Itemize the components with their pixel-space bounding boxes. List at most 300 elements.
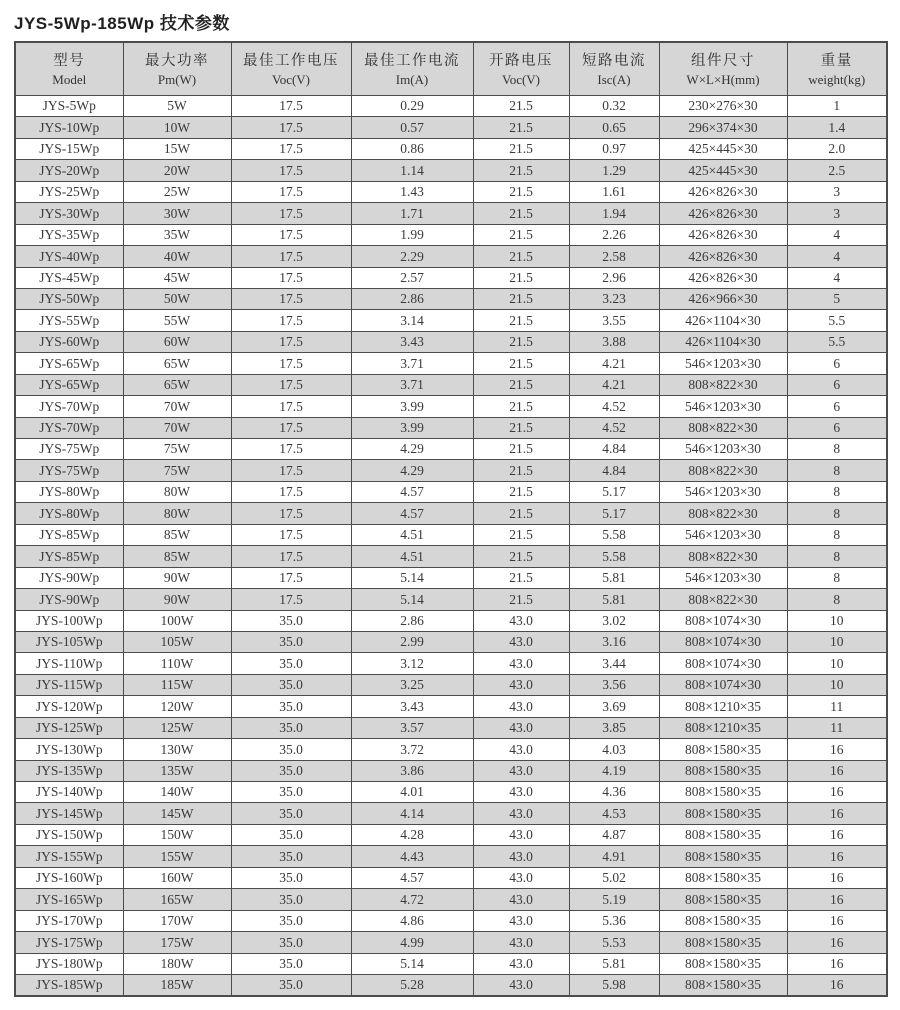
table-row (15, 246, 887, 267)
value-cell: 808×822×30 (659, 503, 787, 524)
value-cell: 808×1210×35 (659, 717, 787, 738)
value-cell: 4.36 (569, 782, 659, 803)
column-header-3 (351, 42, 473, 96)
table-row (15, 439, 887, 460)
value-cell: 5.81 (569, 567, 659, 588)
value-cell: 21.5 (473, 310, 569, 331)
value-cell: 426×1104×30 (659, 331, 787, 352)
value-cell: 17.5 (231, 203, 351, 224)
value-cell: 1.94 (569, 203, 659, 224)
value-cell: 21.5 (473, 160, 569, 181)
value-cell: 4.84 (569, 439, 659, 460)
value-cell: 10 (787, 610, 887, 631)
model-cell: JYS-160Wp (15, 867, 123, 888)
value-cell: 4.03 (569, 739, 659, 760)
value-cell: 1.4 (787, 117, 887, 138)
column-header-en: Model (52, 71, 87, 87)
model-cell: JYS-90Wp (15, 589, 123, 610)
value-cell: 808×822×30 (659, 417, 787, 438)
value-cell: 140W (123, 782, 231, 803)
value-cell: 3 (787, 203, 887, 224)
value-cell: 30W (123, 203, 231, 224)
value-cell: 5W (123, 96, 231, 117)
table-row (15, 824, 887, 845)
value-cell: 17.5 (231, 503, 351, 524)
value-cell: 4.52 (569, 396, 659, 417)
model-cell: JYS-80Wp (15, 503, 123, 524)
value-cell: 75W (123, 439, 231, 460)
value-cell: 35.0 (231, 824, 351, 845)
value-cell: 3.71 (351, 374, 473, 395)
value-cell: 546×1203×30 (659, 481, 787, 502)
value-cell: 808×1580×35 (659, 846, 787, 867)
value-cell: 43.0 (473, 739, 569, 760)
table-row (15, 460, 887, 481)
value-cell: 150W (123, 824, 231, 845)
model-cell: JYS-105Wp (15, 631, 123, 652)
model-cell: JYS-135Wp (15, 760, 123, 781)
model-cell: JYS-115Wp (15, 674, 123, 695)
value-cell: 6 (787, 374, 887, 395)
value-cell: 17.5 (231, 353, 351, 374)
model-cell: JYS-100Wp (15, 610, 123, 631)
value-cell: 35.0 (231, 846, 351, 867)
value-cell: 2.86 (351, 610, 473, 631)
value-cell: 17.5 (231, 460, 351, 481)
table-row (15, 160, 887, 181)
value-cell: 35.0 (231, 932, 351, 953)
value-cell: 4.21 (569, 374, 659, 395)
value-cell: 4.01 (351, 782, 473, 803)
value-cell: 426×826×30 (659, 246, 787, 267)
value-cell: 5.36 (569, 910, 659, 931)
table-row (15, 910, 887, 931)
value-cell: 0.57 (351, 117, 473, 138)
value-cell: 4.14 (351, 803, 473, 824)
value-cell: 4.53 (569, 803, 659, 824)
table-row (15, 803, 887, 824)
value-cell: 130W (123, 739, 231, 760)
model-cell: JYS-65Wp (15, 353, 123, 374)
model-cell: JYS-165Wp (15, 889, 123, 910)
value-cell: 2.99 (351, 631, 473, 652)
value-cell: 17.5 (231, 374, 351, 395)
value-cell: 135W (123, 760, 231, 781)
value-cell: 5.14 (351, 589, 473, 610)
value-cell: 808×1074×30 (659, 610, 787, 631)
value-cell: 16 (787, 782, 887, 803)
value-cell: 4.29 (351, 460, 473, 481)
value-cell: 21.5 (473, 481, 569, 502)
value-cell: 808×1074×30 (659, 674, 787, 695)
table-row (15, 974, 887, 996)
table-row (15, 653, 887, 674)
value-cell: 16 (787, 846, 887, 867)
model-cell: JYS-145Wp (15, 803, 123, 824)
value-cell: 1.99 (351, 224, 473, 245)
column-header-zh: 型号 (53, 52, 86, 69)
value-cell: 65W (123, 374, 231, 395)
value-cell: 1 (787, 96, 887, 117)
value-cell: 4.51 (351, 524, 473, 545)
column-header-en: Isc(A) (597, 71, 631, 87)
value-cell: 3.99 (351, 417, 473, 438)
value-cell: 90W (123, 589, 231, 610)
value-cell: 5.81 (569, 589, 659, 610)
model-cell: JYS-60Wp (15, 331, 123, 352)
table-row (15, 932, 887, 953)
table-row (15, 138, 887, 159)
column-header-zh: 最大功率 (145, 52, 209, 69)
value-cell: 4.87 (569, 824, 659, 845)
value-cell: 3.14 (351, 310, 473, 331)
value-cell: 2.57 (351, 267, 473, 288)
value-cell: 17.5 (231, 267, 351, 288)
value-cell: 808×1210×35 (659, 696, 787, 717)
value-cell: 808×1580×35 (659, 803, 787, 824)
value-cell: 5.58 (569, 546, 659, 567)
value-cell: 5.02 (569, 867, 659, 888)
value-cell: 35.0 (231, 631, 351, 652)
model-cell: JYS-85Wp (15, 546, 123, 567)
table-row (15, 288, 887, 309)
value-cell: 3.69 (569, 696, 659, 717)
value-cell: 35.0 (231, 674, 351, 695)
value-cell: 35.0 (231, 717, 351, 738)
value-cell: 5.14 (351, 567, 473, 588)
column-header-4 (473, 42, 569, 96)
model-cell: JYS-130Wp (15, 739, 123, 760)
value-cell: 4.51 (351, 546, 473, 567)
value-cell: 35.0 (231, 953, 351, 974)
value-cell: 17.5 (231, 331, 351, 352)
value-cell: 21.5 (473, 288, 569, 309)
value-cell: 21.5 (473, 460, 569, 481)
value-cell: 21.5 (473, 331, 569, 352)
value-cell: 8 (787, 503, 887, 524)
value-cell: 546×1203×30 (659, 524, 787, 545)
value-cell: 155W (123, 846, 231, 867)
value-cell: 6 (787, 396, 887, 417)
value-cell: 3.23 (569, 288, 659, 309)
value-cell: 17.5 (231, 439, 351, 460)
value-cell: 10W (123, 117, 231, 138)
value-cell: 16 (787, 932, 887, 953)
value-cell: 10 (787, 653, 887, 674)
table-row (15, 760, 887, 781)
model-cell: JYS-40Wp (15, 246, 123, 267)
value-cell: 105W (123, 631, 231, 652)
table-row (15, 782, 887, 803)
column-header-zh: 重量 (820, 52, 853, 69)
value-cell: 2.5 (787, 160, 887, 181)
table-row (15, 203, 887, 224)
value-cell: 60W (123, 331, 231, 352)
table-row (15, 524, 887, 545)
value-cell: 43.0 (473, 974, 569, 996)
value-cell: 21.5 (473, 203, 569, 224)
value-cell: 35.0 (231, 889, 351, 910)
value-cell: 43.0 (473, 889, 569, 910)
value-cell: 21.5 (473, 224, 569, 245)
value-cell: 0.65 (569, 117, 659, 138)
value-cell: 165W (123, 889, 231, 910)
value-cell: 5.53 (569, 932, 659, 953)
value-cell: 80W (123, 503, 231, 524)
value-cell: 3.25 (351, 674, 473, 695)
value-cell: 4.29 (351, 439, 473, 460)
table-row (15, 846, 887, 867)
value-cell: 43.0 (473, 867, 569, 888)
value-cell: 3.72 (351, 739, 473, 760)
value-cell: 21.5 (473, 138, 569, 159)
model-cell: JYS-175Wp (15, 932, 123, 953)
model-cell: JYS-180Wp (15, 953, 123, 974)
value-cell: 808×822×30 (659, 546, 787, 567)
value-cell: 1.29 (569, 160, 659, 181)
value-cell: 75W (123, 460, 231, 481)
table-row (15, 867, 887, 888)
value-cell: 426×826×30 (659, 203, 787, 224)
value-cell: 1.71 (351, 203, 473, 224)
value-cell: 3.57 (351, 717, 473, 738)
value-cell: 0.86 (351, 138, 473, 159)
model-cell: JYS-140Wp (15, 782, 123, 803)
model-cell: JYS-45Wp (15, 267, 123, 288)
value-cell: 17.5 (231, 589, 351, 610)
value-cell: 3.16 (569, 631, 659, 652)
value-cell: 0.29 (351, 96, 473, 117)
model-cell: JYS-110Wp (15, 653, 123, 674)
value-cell: 21.5 (473, 524, 569, 545)
value-cell: 2.0 (787, 138, 887, 159)
model-cell: JYS-70Wp (15, 417, 123, 438)
value-cell: 546×1203×30 (659, 439, 787, 460)
value-cell: 43.0 (473, 696, 569, 717)
value-cell: 4.84 (569, 460, 659, 481)
value-cell: 1.61 (569, 181, 659, 202)
value-cell: 35.0 (231, 760, 351, 781)
model-cell: JYS-85Wp (15, 524, 123, 545)
value-cell: 43.0 (473, 760, 569, 781)
value-cell: 16 (787, 867, 887, 888)
table-row (15, 589, 887, 610)
table-row (15, 546, 887, 567)
value-cell: 120W (123, 696, 231, 717)
value-cell: 426×966×30 (659, 288, 787, 309)
value-cell: 21.5 (473, 546, 569, 567)
value-cell: 0.97 (569, 138, 659, 159)
value-cell: 6 (787, 417, 887, 438)
value-cell: 90W (123, 567, 231, 588)
column-header-en: W×L×H(mm) (686, 71, 760, 87)
value-cell: 808×1580×35 (659, 910, 787, 931)
value-cell: 35.0 (231, 610, 351, 631)
value-cell: 35.0 (231, 653, 351, 674)
value-cell: 21.5 (473, 374, 569, 395)
value-cell: 4.19 (569, 760, 659, 781)
value-cell: 85W (123, 546, 231, 567)
value-cell: 8 (787, 460, 887, 481)
value-cell: 43.0 (473, 953, 569, 974)
table-row (15, 567, 887, 588)
value-cell: 55W (123, 310, 231, 331)
value-cell: 546×1203×30 (659, 396, 787, 417)
model-cell: JYS-80Wp (15, 481, 123, 502)
value-cell: 4 (787, 246, 887, 267)
table-row (15, 503, 887, 524)
model-cell: JYS-150Wp (15, 824, 123, 845)
value-cell: 2.96 (569, 267, 659, 288)
value-cell: 2.26 (569, 224, 659, 245)
value-cell: 21.5 (473, 439, 569, 460)
table-row (15, 224, 887, 245)
value-cell: 425×445×30 (659, 160, 787, 181)
value-cell: 426×826×30 (659, 267, 787, 288)
value-cell: 4 (787, 267, 887, 288)
value-cell: 43.0 (473, 631, 569, 652)
value-cell: 4.57 (351, 503, 473, 524)
value-cell: 808×822×30 (659, 374, 787, 395)
table-row (15, 610, 887, 631)
column-header-zh: 开路电压 (489, 52, 553, 69)
column-header-en: Pm(W) (157, 71, 197, 87)
column-header-1 (123, 42, 231, 96)
value-cell: 296×374×30 (659, 117, 787, 138)
column-header-6 (659, 42, 787, 96)
value-cell: 35.0 (231, 782, 351, 803)
model-cell: JYS-30Wp (15, 203, 123, 224)
value-cell: 3.56 (569, 674, 659, 695)
value-cell: 17.5 (231, 181, 351, 202)
value-cell: 3 (787, 181, 887, 202)
value-cell: 175W (123, 932, 231, 953)
value-cell: 20W (123, 160, 231, 181)
table-row (15, 417, 887, 438)
value-cell: 70W (123, 396, 231, 417)
table-row (15, 739, 887, 760)
value-cell: 808×1580×35 (659, 889, 787, 910)
table-row (15, 310, 887, 331)
value-cell: 2.29 (351, 246, 473, 267)
value-cell: 110W (123, 653, 231, 674)
value-cell: 17.5 (231, 567, 351, 588)
value-cell: 35W (123, 224, 231, 245)
value-cell: 6 (787, 353, 887, 374)
value-cell: 808×1580×35 (659, 760, 787, 781)
model-cell: JYS-25Wp (15, 181, 123, 202)
value-cell: 80W (123, 481, 231, 502)
value-cell: 17.5 (231, 246, 351, 267)
model-cell: JYS-120Wp (15, 696, 123, 717)
model-cell: JYS-70Wp (15, 396, 123, 417)
value-cell: 4.52 (569, 417, 659, 438)
value-cell: 21.5 (473, 503, 569, 524)
value-cell: 43.0 (473, 824, 569, 845)
model-cell: JYS-10Wp (15, 117, 123, 138)
value-cell: 180W (123, 953, 231, 974)
column-header-7 (787, 42, 887, 96)
value-cell: 115W (123, 674, 231, 695)
value-cell: 145W (123, 803, 231, 824)
table-row (15, 267, 887, 288)
value-cell: 17.5 (231, 288, 351, 309)
value-cell: 4 (787, 224, 887, 245)
value-cell: 43.0 (473, 610, 569, 631)
value-cell: 21.5 (473, 567, 569, 588)
value-cell: 5.5 (787, 331, 887, 352)
value-cell: 17.5 (231, 546, 351, 567)
model-cell: JYS-90Wp (15, 567, 123, 588)
value-cell: 185W (123, 974, 231, 996)
model-cell: JYS-5Wp (15, 96, 123, 117)
value-cell: 21.5 (473, 417, 569, 438)
column-header-zh: 最佳工作电压 (243, 52, 339, 69)
value-cell: 426×826×30 (659, 181, 787, 202)
value-cell: 100W (123, 610, 231, 631)
value-cell: 8 (787, 546, 887, 567)
model-cell: JYS-55Wp (15, 310, 123, 331)
value-cell: 35.0 (231, 803, 351, 824)
value-cell: 43.0 (473, 782, 569, 803)
value-cell: 21.5 (473, 396, 569, 417)
value-cell: 17.5 (231, 117, 351, 138)
table-row (15, 631, 887, 652)
value-cell: 3.86 (351, 760, 473, 781)
value-cell: 5.19 (569, 889, 659, 910)
value-cell: 43.0 (473, 846, 569, 867)
value-cell: 4.28 (351, 824, 473, 845)
value-cell: 16 (787, 953, 887, 974)
value-cell: 17.5 (231, 96, 351, 117)
value-cell: 2.86 (351, 288, 473, 309)
value-cell: 65W (123, 353, 231, 374)
value-cell: 17.5 (231, 396, 351, 417)
model-cell: JYS-75Wp (15, 439, 123, 460)
value-cell: 40W (123, 246, 231, 267)
value-cell: 0.32 (569, 96, 659, 117)
value-cell: 808×1580×35 (659, 782, 787, 803)
value-cell: 16 (787, 739, 887, 760)
value-cell: 10 (787, 674, 887, 695)
value-cell: 21.5 (473, 353, 569, 374)
model-cell: JYS-125Wp (15, 717, 123, 738)
value-cell: 4.86 (351, 910, 473, 931)
value-cell: 808×1580×35 (659, 974, 787, 996)
table-row (15, 953, 887, 974)
table-row (15, 717, 887, 738)
value-cell: 808×822×30 (659, 589, 787, 610)
value-cell: 43.0 (473, 803, 569, 824)
value-cell: 43.0 (473, 653, 569, 674)
value-cell: 35.0 (231, 696, 351, 717)
value-cell: 17.5 (231, 481, 351, 502)
value-cell: 4.57 (351, 481, 473, 502)
value-cell: 21.5 (473, 246, 569, 267)
model-cell: JYS-185Wp (15, 974, 123, 996)
value-cell: 1.43 (351, 181, 473, 202)
value-cell: 2.58 (569, 246, 659, 267)
model-cell: JYS-35Wp (15, 224, 123, 245)
value-cell: 35.0 (231, 974, 351, 996)
value-cell: 546×1203×30 (659, 353, 787, 374)
value-cell: 3.88 (569, 331, 659, 352)
value-cell: 16 (787, 803, 887, 824)
value-cell: 43.0 (473, 910, 569, 931)
value-cell: 5.17 (569, 503, 659, 524)
table-row (15, 117, 887, 138)
column-header-zh: 最佳工作电流 (364, 52, 460, 69)
